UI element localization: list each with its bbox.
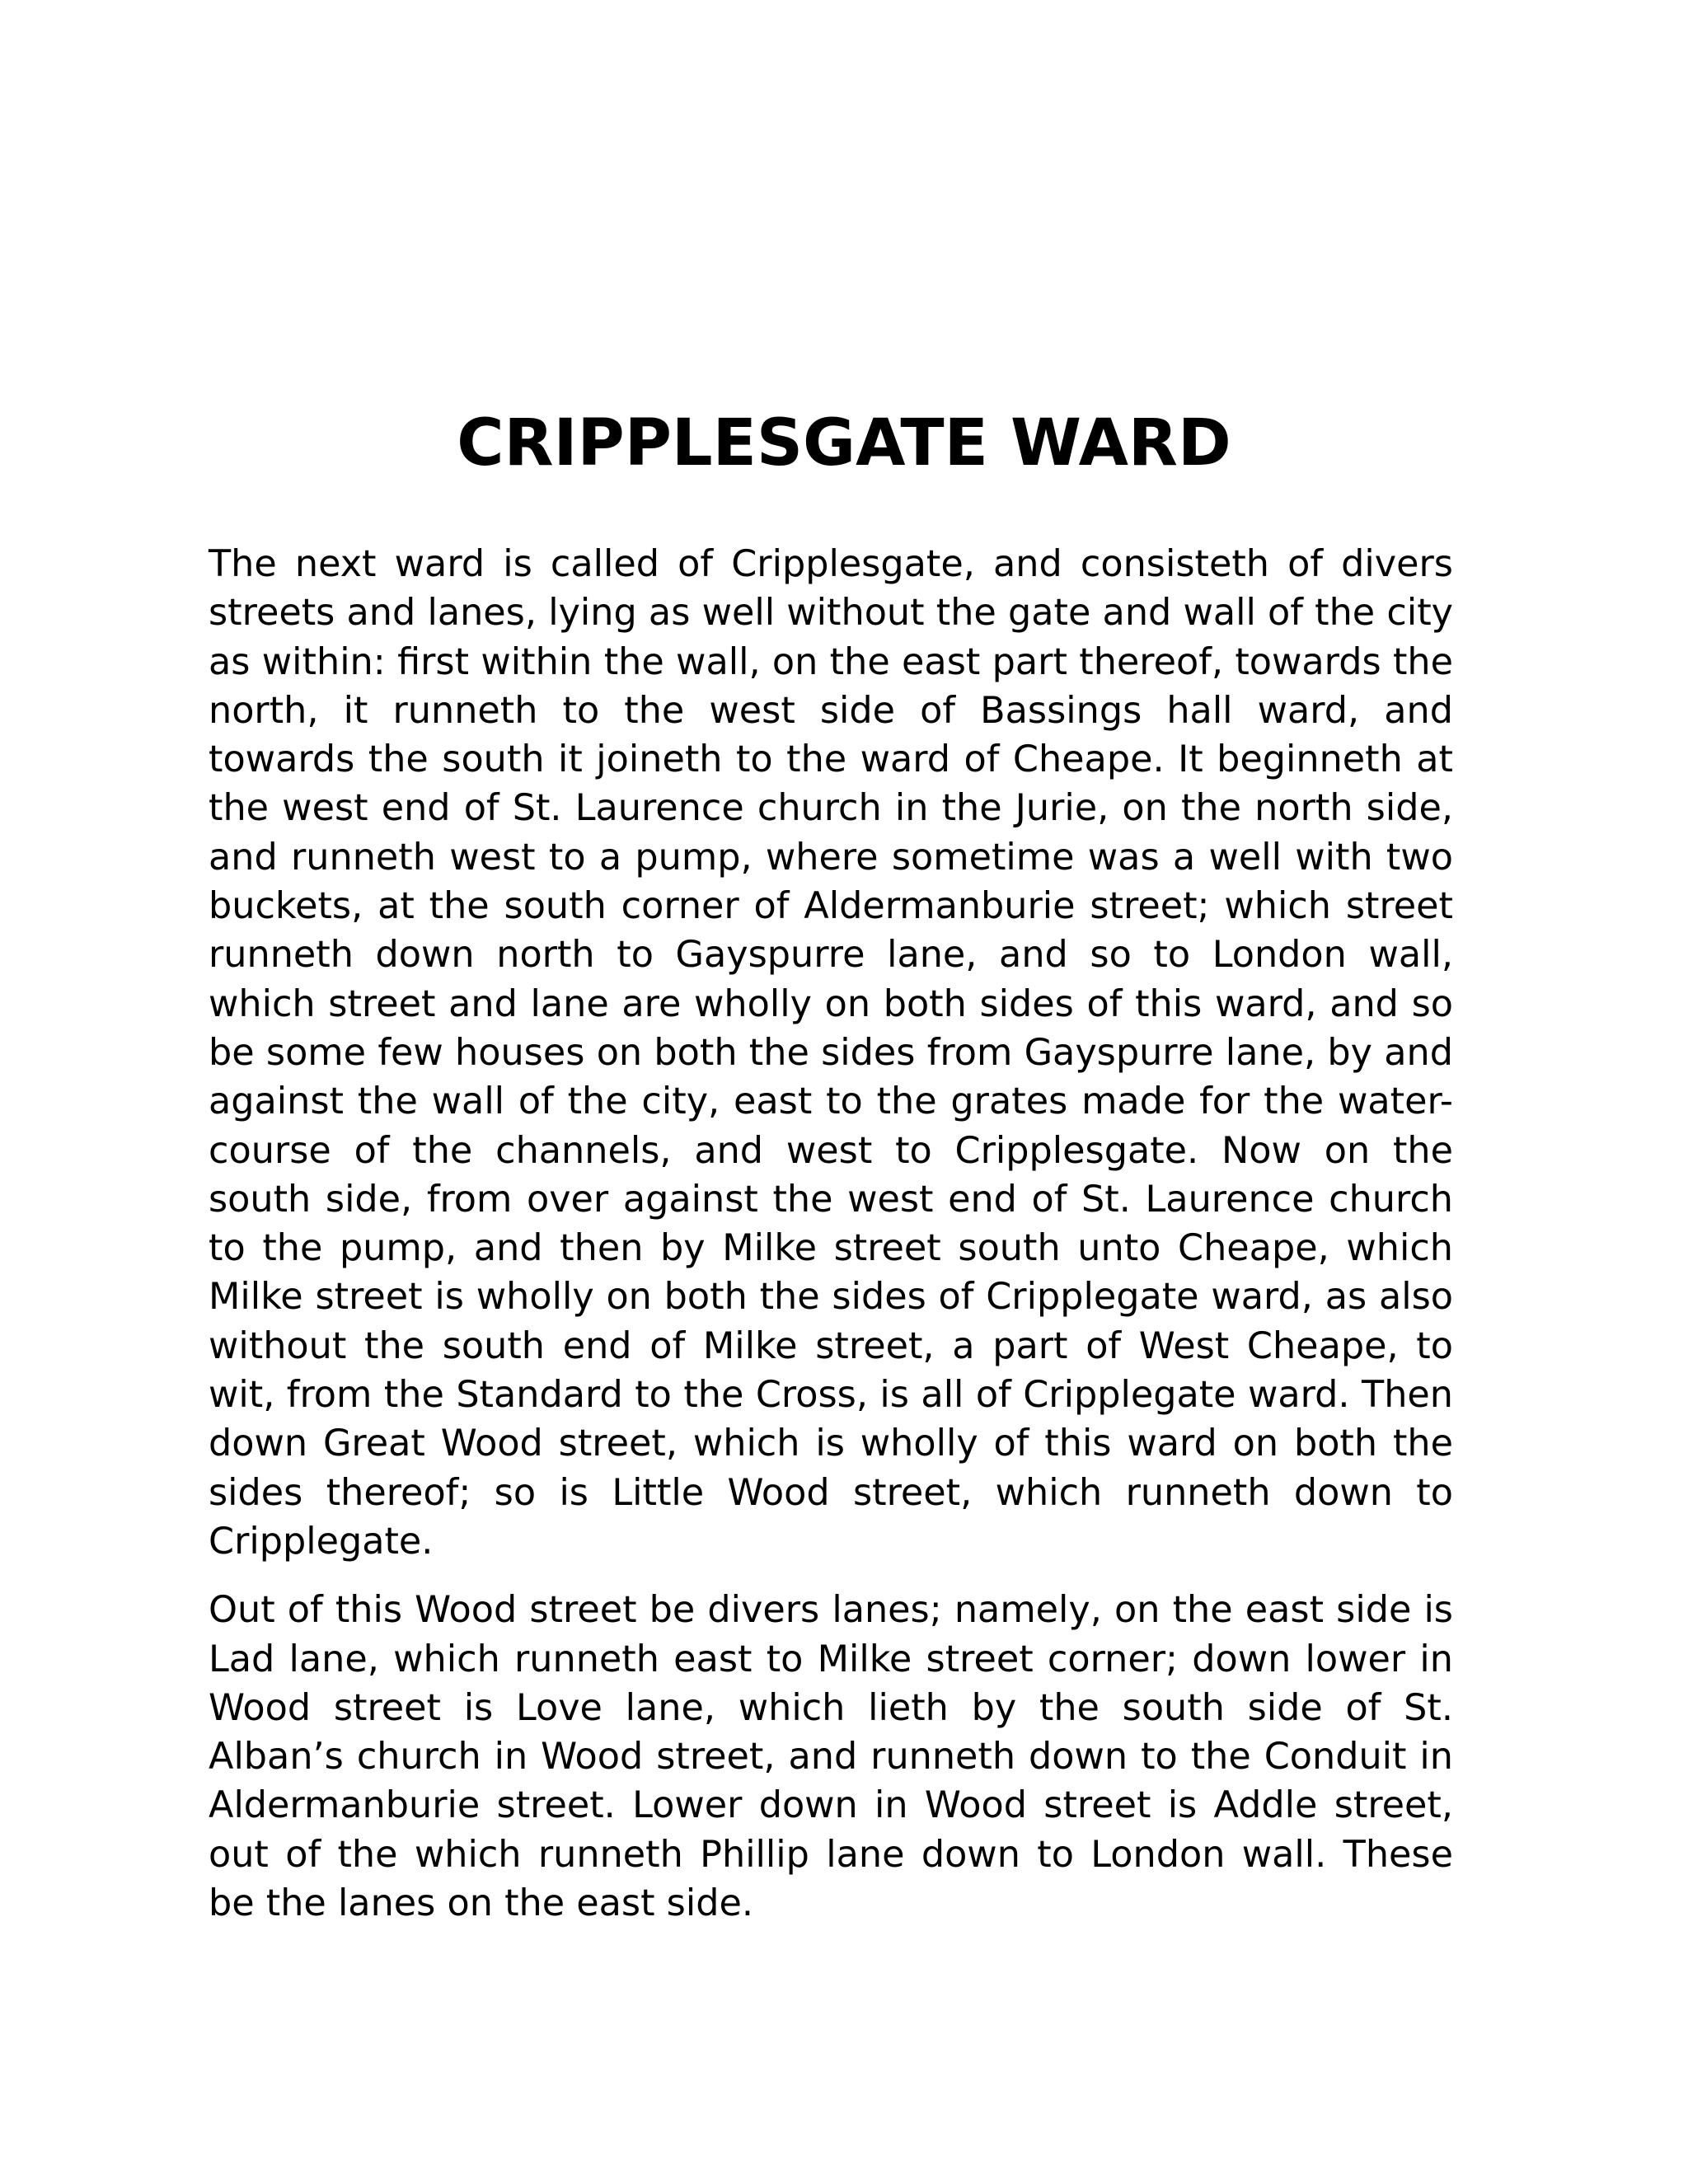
paragraph-1: The next ward is called of Cripplesgate, and consisteth of divers streets and lanes, lying as well without the gate and wall of the city as within: first within the wall, on the east part thereof, towards the north, it runneth to the west side of Bassings hall ward, and towards the south it joineth to the ward of Cheape. It beginneth at the west end of St. Laurence church in the Jurie, on the north side, and runneth west to a pump, where sometime was a well with two buckets, at the south corner of Aldermanburie street; which street runneth down north to Gayspurre lane, and so to London wall, which street and lane are wholly on both sides of this ward, and so be some few houses on both the sides from Gayspurre lane, by and against the wall of the city, east to the grates made for the water-course of the channels, and west to Cripplesgate. Now on the south side, from over against the west end of St. Laurence church to the pump, and then by Milke street south unto Cheape, which Milke street is wholly on both the sides of Cripplegate ward, as also without the south end of Milke street, a part of West Cheape, to wit, from the Standard to the Cross, is all of Cripplegate ward. Then down Great Wood street, which is wholly of this ward on both the sides thereof; so is Little Wood street, which runneth down to Cripplegate. [209,543,1453,1563]
body-text [209,540,1453,1947]
paragraph-2: Out of this Wood street be divers lanes; namely, on the east side is Lad lane, which runneth east to Milke street corner; down lower in Wood street is Love lane, which lieth by the south side of St. Alban’s church in Wood street, and runneth down to the Conduit in Aldermanburie street. Lower down in Wood street is Addle street, out of the which runneth Phillip lane down to London wall. These be the lanes on the east side. [209,1589,1453,1925]
page-title: CRIPPLESGATE WARD [457,406,1231,480]
